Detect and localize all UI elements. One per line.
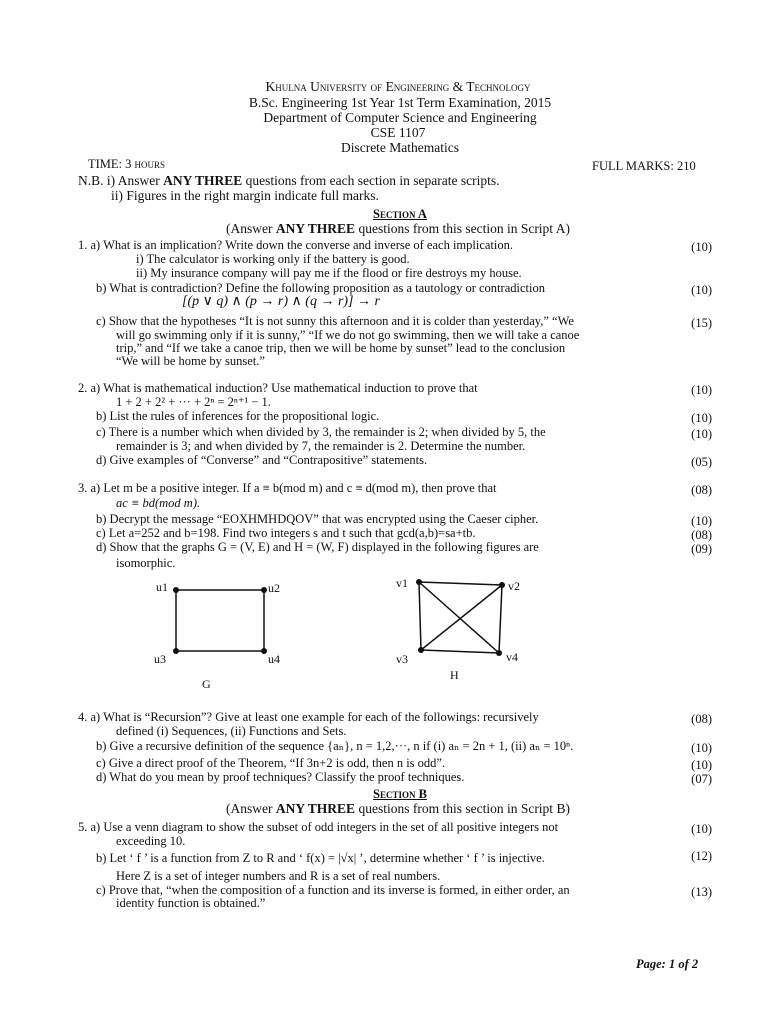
- q1-a: 1. a) What is an implication? Write down the converse and inverse of each implication.: [78, 238, 514, 252]
- q1-c-line4: “We will be home by sunset.”: [116, 354, 265, 368]
- q4-b: b) Give a recursive definition of the sequence {aₙ}, n = 1,2,···, n if (i) aₙ = 2n + 1, (ii) aₙ = 10ⁿ.: [96, 739, 574, 753]
- q1-c-line1: c) Show that the hypotheses “It is not sunny this afternoon and it is colder than yesterday,” “We: [96, 314, 574, 328]
- section-b-instruction: [226, 802, 570, 816]
- edge-v3-v4: [421, 650, 499, 653]
- nb1-bold: ANY THREE: [163, 173, 243, 188]
- label-v3: v3: [396, 652, 408, 666]
- q2-b-marks: (10): [691, 411, 712, 425]
- q1-b: b) What is contradiction? Define the following proposition as a tautology or contradiction: [96, 281, 545, 295]
- graph-h-caption: H: [450, 668, 459, 682]
- vertex-v1: [416, 579, 422, 585]
- page-number: Page: 1 of 2: [636, 957, 699, 971]
- graph-h: [396, 576, 520, 682]
- q4-b-marks: (10): [691, 741, 712, 755]
- q5-c-line2: identity function is obtained.”: [116, 896, 266, 910]
- q3-a-marks: (08): [691, 483, 712, 497]
- edge-v2-v4: [499, 585, 502, 653]
- section-a-instr-bold: ANY THREE: [275, 221, 356, 236]
- edge-v1-v2: [419, 582, 502, 585]
- vertex-u2: [261, 587, 267, 593]
- q2-d-marks: (05): [691, 455, 712, 469]
- label-u1: u1: [156, 580, 168, 594]
- section-b-title: Section B: [373, 787, 427, 801]
- section-b-instr-suffix: questions from this section in Script B): [358, 801, 570, 816]
- q4-c-marks: (10): [691, 758, 712, 772]
- q1-a-i: i) The calculator is working only if the battery is good.: [136, 252, 410, 266]
- label-v2: v2: [508, 579, 520, 593]
- vertex-v4: [496, 650, 502, 656]
- vertex-v2: [499, 582, 505, 588]
- q4-d-marks: (07): [691, 772, 712, 786]
- q2-b: b) List the rules of inferences for the propositional logic.: [96, 409, 380, 423]
- label-u4: u4: [268, 652, 280, 666]
- edge-v1-v3: [419, 582, 421, 650]
- q3-c: c) Let a=252 and b=198. Find two integers s and t such that gcd(a,b)=sa+tb.: [96, 526, 476, 540]
- q4-a-marks: (08): [691, 712, 712, 726]
- q3-b: b) Decrypt the message “EOXHMHDQOV” that was encrypted using the Caeser cipher.: [96, 512, 539, 526]
- course-code: CSE 1107: [370, 125, 426, 140]
- vertex-u1: [173, 587, 179, 593]
- q2-a-line1: 2. a) What is mathematical induction? Use mathematical induction to prove that: [78, 381, 478, 395]
- q5-b-line2: Here Z is a set of integer numbers and R is a set of real numbers.: [116, 869, 441, 883]
- q4-d: d) What do you mean by proof techniques? Classify the proof techniques.: [96, 770, 465, 784]
- q3-d-line1: d) Show that the graphs G = (V, E) and H = (W, F) displayed in the following figures are: [96, 540, 539, 554]
- q5-c-marks: (13): [691, 885, 712, 899]
- vertex-u3: [173, 648, 179, 654]
- q5-c-line1: c) Prove that, “when the composition of a function and its inverse is formed, in either order, an: [96, 883, 570, 897]
- q1-c-line2: will go swimming only if it is sunny,” “If we do not go swimming, then we will take a canoe: [116, 328, 580, 342]
- q2-a-line2: 1 + 2 + 2² + ··· + 2ⁿ = 2ⁿ⁺¹ − 1.: [116, 395, 271, 409]
- department-name: Department of Computer Science and Engineering: [263, 110, 537, 125]
- label-u3: u3: [154, 652, 166, 666]
- q4-c: c) Give a direct proof of the Theorem, “If 3n+2 is odd, then n is odd”.: [96, 756, 446, 770]
- section-a-instruction: [226, 222, 570, 236]
- q2-c-marks: (10): [691, 427, 712, 441]
- q2-a-marks: (10): [691, 383, 712, 397]
- section-a-instr-prefix: (Answer: [226, 221, 273, 236]
- section-a-title: Section A: [373, 207, 427, 221]
- q3-d-marks: (09): [691, 542, 712, 556]
- graph-g: [154, 580, 280, 691]
- university-name: Khulna University of Engineering & Technology: [265, 79, 531, 94]
- q5-a-line2: exceeding 10.: [116, 834, 186, 848]
- q1-a-ii: ii) My insurance company will pay me if the flood or fire destroys my house.: [136, 266, 522, 280]
- q3-b-marks: (10): [691, 514, 712, 528]
- q1-b-formula: [(p ∨ q) ∧ (p → r) ∧ (q → r)] → r: [182, 294, 380, 309]
- nb-line-2: ii) Figures in the right margin indicate full marks.: [111, 188, 379, 203]
- q1-c-marks: (15): [691, 316, 712, 330]
- course-title: Discrete Mathematics: [340, 140, 460, 155]
- q3-c-marks: (08): [691, 528, 712, 542]
- nb-line-1: [78, 174, 499, 188]
- section-a-instr-suffix: questions from this section in Script A): [358, 221, 570, 236]
- q1-b-marks: (10): [691, 283, 712, 297]
- q3-a-line2: ac ≡ bd(mod m).: [116, 496, 201, 510]
- graphs-figure: [140, 575, 560, 695]
- q5-b-marks: (12): [691, 849, 712, 863]
- q2-c-line2: remainder is 3; and when divided by 7, the remainder is 2. Determine the number.: [116, 439, 526, 453]
- label-v1: v1: [396, 576, 408, 590]
- vertex-v3: [418, 647, 424, 653]
- section-b-instr-prefix: (Answer: [226, 801, 273, 816]
- section-b-instr-bold: ANY THREE: [275, 801, 356, 816]
- q1-c-line3: trip,” and “If we take a canoe trip, then we will be home by sunset” lead to the conclusion: [116, 341, 566, 355]
- q5-a-marks: (10): [691, 822, 712, 836]
- label-v4: v4: [506, 650, 518, 664]
- q3-d-line2: isomorphic.: [116, 556, 176, 570]
- q3-a-line1: 3. a) Let m be a positive integer. If a ≡ b(mod m) and c ≡ d(mod m), then prove that: [78, 481, 497, 495]
- q4-a-line1: 4. a) What is “Recursion”? Give at least one example for each of the followings: recursively: [78, 710, 539, 724]
- graph-g-caption: G: [202, 677, 211, 691]
- nb1-prefix: N.B. i) Answer: [78, 173, 160, 188]
- q2-c-line1: c) There is a number which when divided by 3, the remainder is 2; when divided by 5, the: [96, 425, 546, 439]
- q4-a-line2: defined (i) Sequences, (ii) Functions and Sets.: [116, 724, 347, 738]
- q5-b: b) Let ‘ f ’ is a function from Z to R and ‘ f(x) = |√x| ’, determine whether ‘ f ’ is injective.: [96, 851, 545, 865]
- exam-title: B.Sc. Engineering 1st Year 1st Term Examination, 2015: [248, 95, 552, 110]
- q1-a-marks: (10): [691, 240, 712, 254]
- label-u2: u2: [268, 581, 280, 595]
- exam-time: TIME: 3 hours: [88, 157, 166, 171]
- q5-a-line1: 5. a) Use a venn diagram to show the subset of odd integers in the set of all positive integers not: [78, 820, 559, 834]
- full-marks: FULL MARKS: 210: [592, 159, 696, 173]
- nb1-suffix: questions from each section in separate scripts.: [245, 173, 500, 188]
- q2-d: d) Give examples of “Converse” and “Contrapositive” statements.: [96, 453, 428, 467]
- vertex-u4: [261, 648, 267, 654]
